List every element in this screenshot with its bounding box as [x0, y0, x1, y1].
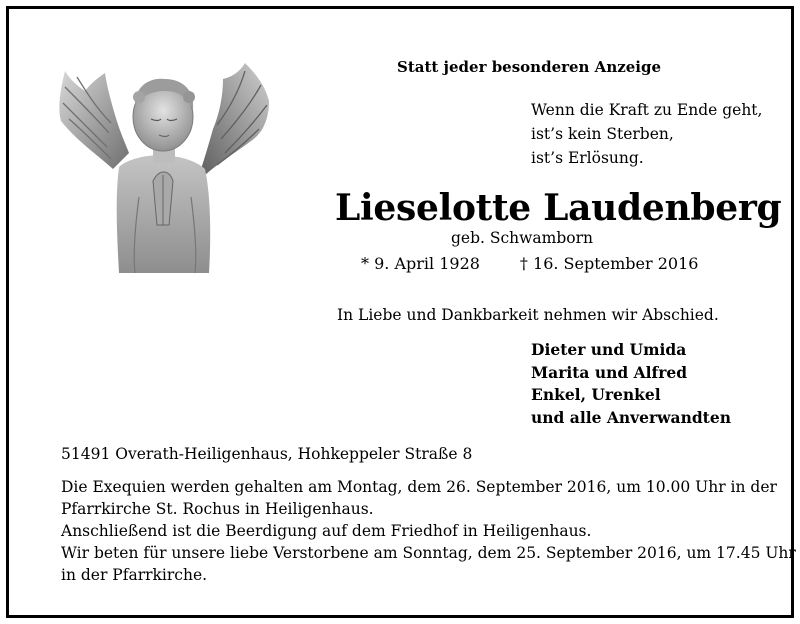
details-line: Wir beten für unsere liebe Verstorbene am Sonntag, dem 25. September 2016, um 17.45 Uhr [61, 544, 796, 562]
poem-line: ist’s Erlösung. [531, 149, 644, 167]
address: 51491 Overath-Heiligenhaus, Hohkeppeler Straße 8 [61, 445, 473, 463]
details-line: in der Pfarrkirche. [61, 566, 208, 584]
mourners-list [531, 339, 731, 429]
life-dates [361, 254, 698, 273]
details-line: Pfarrkirche St. Rochus in Heiligenhaus. [61, 500, 374, 518]
maiden-name: geb. Schwamborn [451, 229, 594, 247]
notice-heading: Statt jeder besonderen Anzeige [397, 58, 662, 76]
mourner-line: und alle Anverwandten [531, 407, 731, 427]
poem-line: ist’s kein Sterben, [531, 125, 674, 143]
birth-date: * 9. April 1928 [361, 254, 480, 273]
details-line: Die Exequien werden gehalten am Montag, dem 26. September 2016, um 10.00 Uhr in der [61, 478, 777, 496]
details-line: Anschließend ist die Beerdigung auf dem Friedhof in Heiligenhaus. [61, 522, 592, 540]
obituary-notice [6, 6, 794, 618]
poem [531, 98, 762, 170]
poem-line: Wenn die Kraft zu Ende geht, [531, 101, 763, 119]
deceased-name: Lieselotte Laudenberg [335, 187, 782, 229]
death-date: † 16. September 2016 [519, 254, 699, 273]
mourner-line: Marita und Alfred [531, 362, 688, 382]
praying-angel-image [55, 57, 289, 273]
service-details [61, 476, 796, 586]
mourner-line: Dieter und Umida [531, 340, 687, 359]
mourner-line: Enkel, Urenkel [531, 385, 661, 404]
farewell-line: In Liebe und Dankbarkeit nehmen wir Abschied. [337, 306, 719, 324]
